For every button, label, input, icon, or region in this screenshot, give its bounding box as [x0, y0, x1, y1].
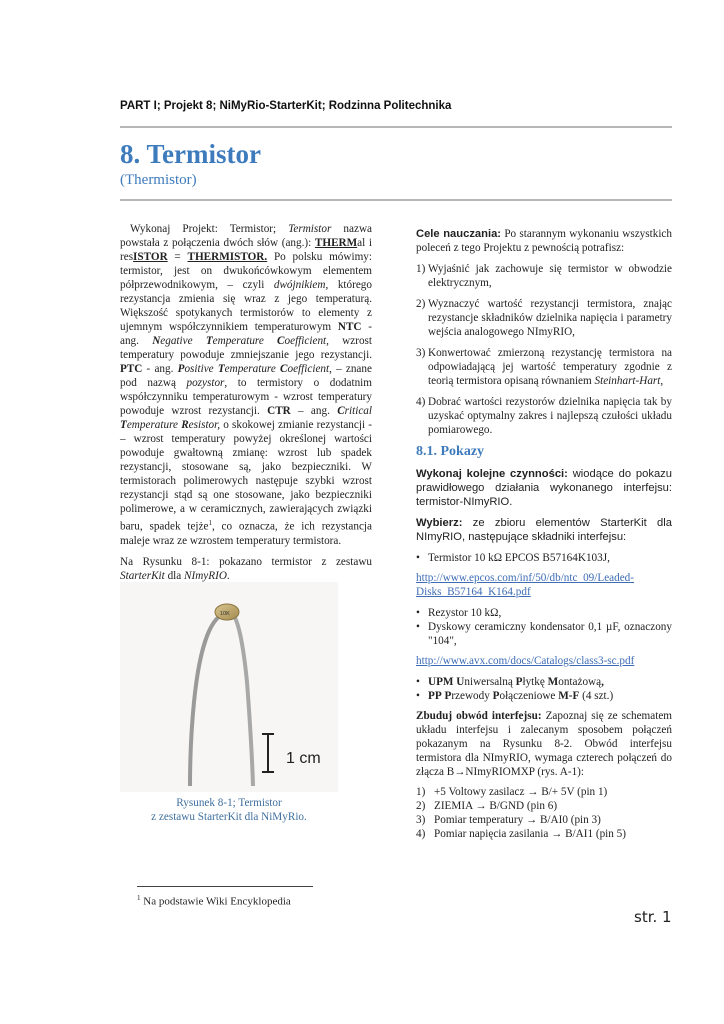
list-item [416, 395, 672, 437]
list-item [416, 551, 672, 565]
text: oefficient, [284, 335, 329, 347]
text: T [205, 335, 213, 347]
figure-caption [120, 796, 338, 824]
learning-goals-list [416, 262, 672, 437]
right-column [416, 222, 672, 841]
text: - ang. [142, 363, 178, 375]
text: niwersalną [464, 676, 516, 688]
arrow-icon: → [527, 786, 539, 798]
item-number: 1) [416, 263, 426, 275]
text: al i res [120, 237, 372, 263]
text: dwójnikiem [273, 279, 326, 291]
activity-paragraph [416, 467, 672, 509]
text: oefficient [287, 363, 330, 375]
footnote-ref: 1 [208, 519, 212, 527]
caption-line: z zestawu StarterKit dla NiMyRio. [151, 811, 307, 823]
item-number: 3) [416, 347, 426, 359]
text: , [601, 676, 604, 688]
component-list [416, 675, 672, 703]
text: esistor, [188, 419, 221, 431]
text: T [217, 363, 225, 375]
text: . [226, 569, 230, 582]
text: B/+ 5V (pin 1) [538, 786, 608, 798]
text: = [167, 251, 188, 263]
text: ositive [184, 363, 218, 375]
text: PTC [120, 363, 143, 375]
list-item [416, 620, 672, 648]
text: R [181, 419, 189, 431]
text: ISTOR [133, 251, 168, 263]
connection-list [416, 785, 672, 841]
text: Pomiar napięcia zasilania [434, 828, 552, 840]
text: Wyjaśnić jak zachowuje się termistor w obwodzie elektrycznym, [428, 263, 672, 289]
text: , co oznacza, że ich rezystancja maleje wraz ze wzrostem temperatury termistora. [120, 520, 373, 547]
text: emperature [212, 335, 278, 347]
list-item [416, 785, 672, 799]
text: C [277, 335, 285, 347]
component-list [416, 606, 672, 648]
text: Zapoznaj się ze schematem układu interfejsu i zalecanym sposobem połączeń pokazanym na Rysunku 8-2. Obwód interfejsu termistora dla NImyRIO, wymaga czterech połączeń do złącza B [416, 710, 672, 778]
item-number: 2) [416, 800, 426, 812]
text: PP [428, 690, 442, 702]
text: o skokowej zmianie rezystancji - – wzrost temperatury powyżej określonej wartości powoduje gwałtowną zmianę: wzrost lub spadek rezystancji, stosowane są, jako bezpieczniki. W termistorach polimerowych następuje szybki wzrost rezystancji stąd są one stosowane, jako bezpieczniki polimerowe, a w ceramicznych, zawierających związki baru, spadek tejże [120, 419, 372, 533]
text: N [152, 335, 161, 347]
item-number: 1) [416, 786, 426, 798]
build-label: Zbuduj obwód interfejsu: [416, 710, 542, 722]
text: THERMISTOR. [187, 251, 268, 263]
text: P [492, 690, 500, 702]
text: UPM [428, 676, 454, 688]
chapter-title: 8. Termistor [120, 139, 261, 169]
text: Na Rysunku 8-1: pokazano termistor z zestawu [120, 555, 372, 568]
bullet-icon: • [416, 676, 420, 688]
title-rule [120, 199, 672, 201]
text: P [444, 690, 452, 702]
list-item [416, 262, 672, 290]
arrow-icon: → [475, 800, 487, 812]
text: StarterKit [120, 569, 165, 582]
section-heading: 8.1. Pokazy [416, 444, 485, 459]
text: (4 szt.) [579, 690, 614, 702]
text: Termistor 10 kΩ EPCOS B57164K103J, [428, 552, 610, 564]
text: Dobrać wartości rezystorów dzielnika napięcia tak by uzyskać optymalny zakres i najlepszą czułości układu pomiarowego. [428, 396, 672, 436]
text: ZIEMIA [434, 800, 476, 812]
footnote-number: 1 [137, 894, 141, 902]
text: P [515, 676, 523, 688]
text: ołączeniowe [499, 690, 559, 702]
text: NImyRIOMXP (rys. A-1): [465, 766, 584, 778]
footnote-rule [137, 886, 313, 887]
build-paragraph [416, 709, 672, 779]
text: M [547, 676, 559, 688]
text: , – znane pod nazwą [120, 363, 372, 389]
text: T [120, 419, 127, 431]
text: Po polsku mówimy: termistor, jest on dwukońcówkowym elementem półprzewodnikowym, – czyli [120, 251, 372, 291]
text: egative [160, 335, 206, 347]
text: P [177, 363, 185, 375]
chapter-subtitle: (Thermistor) [120, 172, 197, 188]
list-item [416, 606, 672, 620]
bullet-icon: • [416, 621, 420, 633]
text: THERM [314, 237, 358, 249]
list-item [416, 346, 672, 388]
component-list [416, 551, 672, 565]
text: Po starannym wykonaniu wszystkich poleceń z tego Projektu z pewnością potrafisz: [416, 228, 672, 254]
list-item [416, 689, 672, 703]
text: wzrost temperatury powoduje zmniejszanie jego rezystancji. [120, 335, 373, 361]
item-number: 3) [416, 814, 426, 826]
avx-link[interactable]: http://www.avx.com/docs/Catalogs/class3-sc.pdf [416, 655, 635, 667]
bullet-icon: • [416, 607, 420, 619]
list-item [416, 799, 672, 813]
text: B/AI1 (pin 5) [562, 828, 626, 840]
lead-wire-right [234, 616, 253, 786]
text: wiodące do pokazu prawidłowego działania wykonanego interfejsu: termistor-NImyRIO. [416, 468, 672, 508]
text: rzewody [451, 690, 493, 702]
text: M-F [558, 690, 580, 702]
item-number: 4) [416, 828, 426, 840]
text: Wykonaj Projekt: Termistor; [130, 223, 289, 235]
text: C [280, 363, 288, 375]
text: C [337, 405, 345, 417]
text: NTC [337, 321, 362, 333]
arrow-icon: → [551, 828, 563, 840]
goals-label: Cele nauczania: [416, 228, 502, 240]
page-number: str. 1 [634, 908, 672, 926]
list-item [416, 297, 672, 339]
list-item [416, 813, 672, 827]
text: Rezystor 10 kΩ, [428, 607, 502, 619]
footnote [137, 894, 291, 908]
intro-paragraph [120, 222, 372, 548]
text: Termistor [288, 223, 332, 235]
lead-wire-left [190, 616, 220, 786]
text: emperature [224, 363, 281, 375]
text: - ang. [120, 321, 372, 347]
header-rule [120, 126, 672, 128]
disk-marking: 10K [220, 611, 230, 617]
bullet-icon: • [416, 552, 420, 564]
running-header: PART I; Projekt 8; NiMyRio-StarterKit; Rodzinna Politechnika [120, 100, 452, 112]
list-item [416, 675, 672, 689]
text: emperature [126, 419, 182, 431]
arrow-icon: → [525, 814, 538, 826]
text: łytkę [522, 676, 548, 688]
text: dla [164, 569, 185, 582]
text: B/GND (pin 6) [486, 800, 558, 812]
text: Konwertować zmierzoną rezystancję termistora na odpowiadającą jej wartość temperatury zgodnie z teorią termistora opisaną równaniem [428, 347, 672, 387]
select-paragraph [416, 516, 672, 544]
text: NImyRIO [184, 569, 227, 582]
item-number: 4) [416, 396, 426, 408]
figure-reference-paragraph [120, 555, 372, 583]
text: nazwa powstała z połączenia dwóch słów (ang.): [120, 223, 372, 249]
caption-line: Rysunek 8-1; Termistor [176, 797, 282, 809]
scale-label: 1 cm [286, 750, 321, 767]
list-item [416, 827, 672, 841]
select-label: Wybierz: [416, 517, 463, 529]
text: , to termistory o dodatnim współczynniku temperaturowym - wzrost temperatury powoduje wzrost rezystancji. [120, 377, 372, 417]
arrow-icon: → [454, 766, 466, 778]
text: ritical [344, 405, 373, 417]
text: Dyskowy ceramiczny kondensator 0,1 µF, oznaczony "104", [428, 621, 672, 647]
text: – ang. [290, 405, 338, 417]
text: +5 Voltowy zasilacz [434, 786, 528, 798]
text: Wyznaczyć wartość rezystancji termistora, znając rezystancje składników dzielnika napięcia i parametry wejścia analogowego NImyRIO, [428, 298, 672, 338]
thermistor-illustration [120, 582, 338, 792]
text: U [456, 676, 465, 688]
text: Pomiar temperatury [434, 814, 526, 826]
text: ze zbioru elementów StarterKit dla NImyRIO, następujące składniki interfejsu: [416, 517, 672, 543]
text: B/AI0 (pin 3) [537, 814, 601, 826]
footnote-text: Na podstawie Wiki Encyklopedia [140, 895, 291, 908]
text: CTR [267, 405, 291, 417]
text: ontażową [558, 676, 602, 688]
left-column [120, 222, 372, 590]
text: , którego rezystancja zmienia się wraz z jego temperaturą. Większość spotykanych termistorów to elementy z ujemnym współczynnikiem temperaturowym [120, 279, 372, 333]
item-number: 2) [416, 298, 426, 310]
text: pozystor [186, 377, 225, 389]
activity-label: Wykonaj kolejne czynności: [416, 468, 568, 480]
learning-goals-intro [416, 227, 672, 255]
epcos-link[interactable]: http://www.epcos.com/inf/50/db/ntc_09/Leaded-Disks_B57164_K164.pdf [416, 572, 635, 598]
thermistor-photo [120, 582, 338, 792]
text: Steinhart-Hart, [594, 375, 664, 387]
bullet-icon: • [416, 690, 420, 702]
